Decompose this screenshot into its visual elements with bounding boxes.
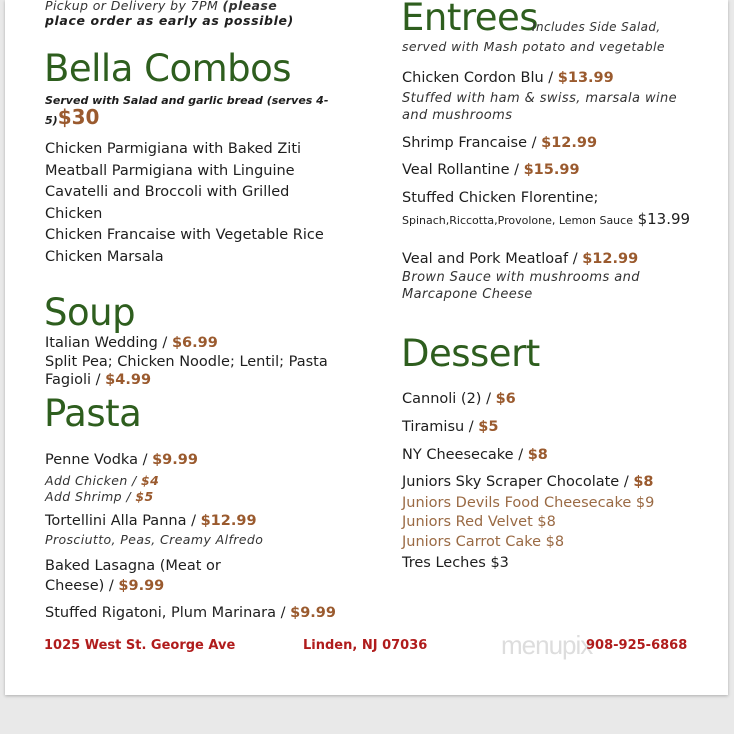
pasta-item-desc: Prosciutto, Peas, Creamy Alfredo <box>45 532 264 547</box>
entree-item: Stuffed Chicken Florentine; <box>402 190 599 206</box>
entree-desc: Spinach,Riccotta,Provolone, Lemon Sauce <box>402 214 633 227</box>
footer-address: 1025 West St. George Ave <box>44 638 236 653</box>
addon-name: Add Chicken / <box>45 473 141 488</box>
soup-item <box>45 334 218 352</box>
bella-item: Cavatelli and Broccoli with Grilled <box>45 184 290 200</box>
pasta-item-name: Cheese) / <box>45 578 119 594</box>
entree-item <box>402 161 580 179</box>
entree-price: $13.99 <box>637 210 691 228</box>
entree-item <box>402 134 597 152</box>
bella-price-line <box>45 105 100 130</box>
pasta-addon <box>45 488 154 506</box>
pasta-item-price: $9.99 <box>290 605 336 620</box>
soup-item-name: Italian Wedding / <box>45 335 172 351</box>
dessert-name: NY Cheesecake / <box>402 447 528 463</box>
bella-price: $30 <box>57 105 100 129</box>
entree-price: $12.99 <box>582 251 639 267</box>
entree-item <box>402 250 638 268</box>
addon-price: $5 <box>135 489 154 504</box>
bella-combos-heading: Bella Combos <box>44 47 292 90</box>
dessert-heading: Dessert <box>401 332 540 375</box>
bella-item: Chicken Marsala <box>45 249 164 265</box>
entree-name: Shrimp Francaise / <box>402 135 542 151</box>
dessert-item <box>402 446 548 464</box>
soup-item-price: $4.99 <box>105 372 152 388</box>
menupix-watermark: menupix <box>501 630 593 660</box>
dessert-price: $8 <box>633 474 654 490</box>
soup-item <box>45 371 151 389</box>
dessert-price: $8 <box>527 447 548 463</box>
bella-note: Served with Salad and garlic bread (serves 4- <box>45 94 329 107</box>
bella-item: Chicken Francaise with Vegetable Rice <box>45 227 324 243</box>
pasta-item-name: Stuffed Rigatoni, Plum Marinara / <box>45 605 291 620</box>
dessert-item: Juniors Devils Food Cheesecake $9 <box>402 495 655 511</box>
dessert-item: Juniors Carrot Cake $8 <box>402 534 565 550</box>
pasta-item-name: Penne Vodka / <box>45 452 153 468</box>
entree-desc-line <box>402 210 690 230</box>
entree-desc: Brown Sauce with mushrooms and <box>402 270 640 285</box>
entree-name: Chicken Cordon Blu / <box>402 70 558 86</box>
dessert-name: Tiramisu / <box>402 419 479 435</box>
pasta-item-clipped <box>45 600 345 620</box>
dessert-item: Tres Leches $3 <box>402 555 509 571</box>
menu-page <box>5 0 728 695</box>
entree-name: Veal and Pork Meatloaf / <box>402 251 583 267</box>
entree-desc: and mushrooms <box>402 108 513 123</box>
pasta-item <box>45 604 336 620</box>
bella-item: Chicken <box>45 206 103 222</box>
entrees-heading: Entrees <box>401 0 539 39</box>
order-note-text: Pickup or Delivery by 7PM <box>45 0 219 13</box>
dessert-price: $5 <box>478 419 499 435</box>
soup-item-price: $6.99 <box>171 335 218 351</box>
pasta-item-price: $9.99 <box>118 578 165 594</box>
pasta-item <box>45 451 198 469</box>
entree-price: $15.99 <box>523 162 580 178</box>
dessert-price: $6 <box>495 391 516 407</box>
order-note-bold: (please <box>222 0 278 13</box>
order-note-line2: place order as early as possible) <box>45 13 294 28</box>
pasta-heading: Pasta <box>44 392 142 435</box>
entree-price: $13.99 <box>557 70 614 86</box>
pasta-item: Baked Lasagna (Meat or <box>45 558 221 574</box>
pasta-item <box>45 512 257 530</box>
addon-name: Add Shrimp / <box>45 489 136 504</box>
bella-item: Meatball Parmigiana with Linguine <box>45 163 295 179</box>
soup-item: Split Pea; Chicken Noodle; Lentil; Pasta <box>45 354 328 370</box>
entree-name: Veal Rollantine / <box>402 162 524 178</box>
footer-city: Linden, NJ 07036 <box>303 638 428 653</box>
entrees-note: Includes Side Salad, <box>532 20 661 34</box>
addon-price: $4 <box>141 473 160 488</box>
entree-item <box>402 69 614 87</box>
pasta-item-price: $9.99 <box>152 452 198 468</box>
footer-phone: 908-925-6868 <box>586 638 688 653</box>
dessert-item <box>402 390 516 408</box>
entree-desc: Stuffed with ham & swiss, marsala wine <box>402 91 678 106</box>
pasta-item-name: Tortellini Alla Panna / <box>45 513 201 529</box>
dessert-name: Cannoli (2) / <box>402 391 496 407</box>
dessert-item <box>402 418 498 436</box>
entree-desc: Marcapone Cheese <box>402 287 533 302</box>
soup-item-name: Fagioli / <box>45 372 106 388</box>
entrees-note-line2: served with Mash potato and vegetable <box>402 39 666 54</box>
dessert-item: Juniors Red Velvet $8 <box>402 514 556 530</box>
dessert-item <box>402 473 654 491</box>
entree-price: $12.99 <box>541 135 598 151</box>
bella-note-end: 5) <box>45 114 58 127</box>
bella-item: Chicken Parmigiana with Baked Ziti <box>45 141 302 157</box>
dessert-name: Juniors Sky Scraper Chocolate / <box>402 474 634 490</box>
pasta-item-price: $12.99 <box>200 513 257 529</box>
soup-heading: Soup <box>44 291 136 334</box>
pasta-item <box>45 577 164 595</box>
